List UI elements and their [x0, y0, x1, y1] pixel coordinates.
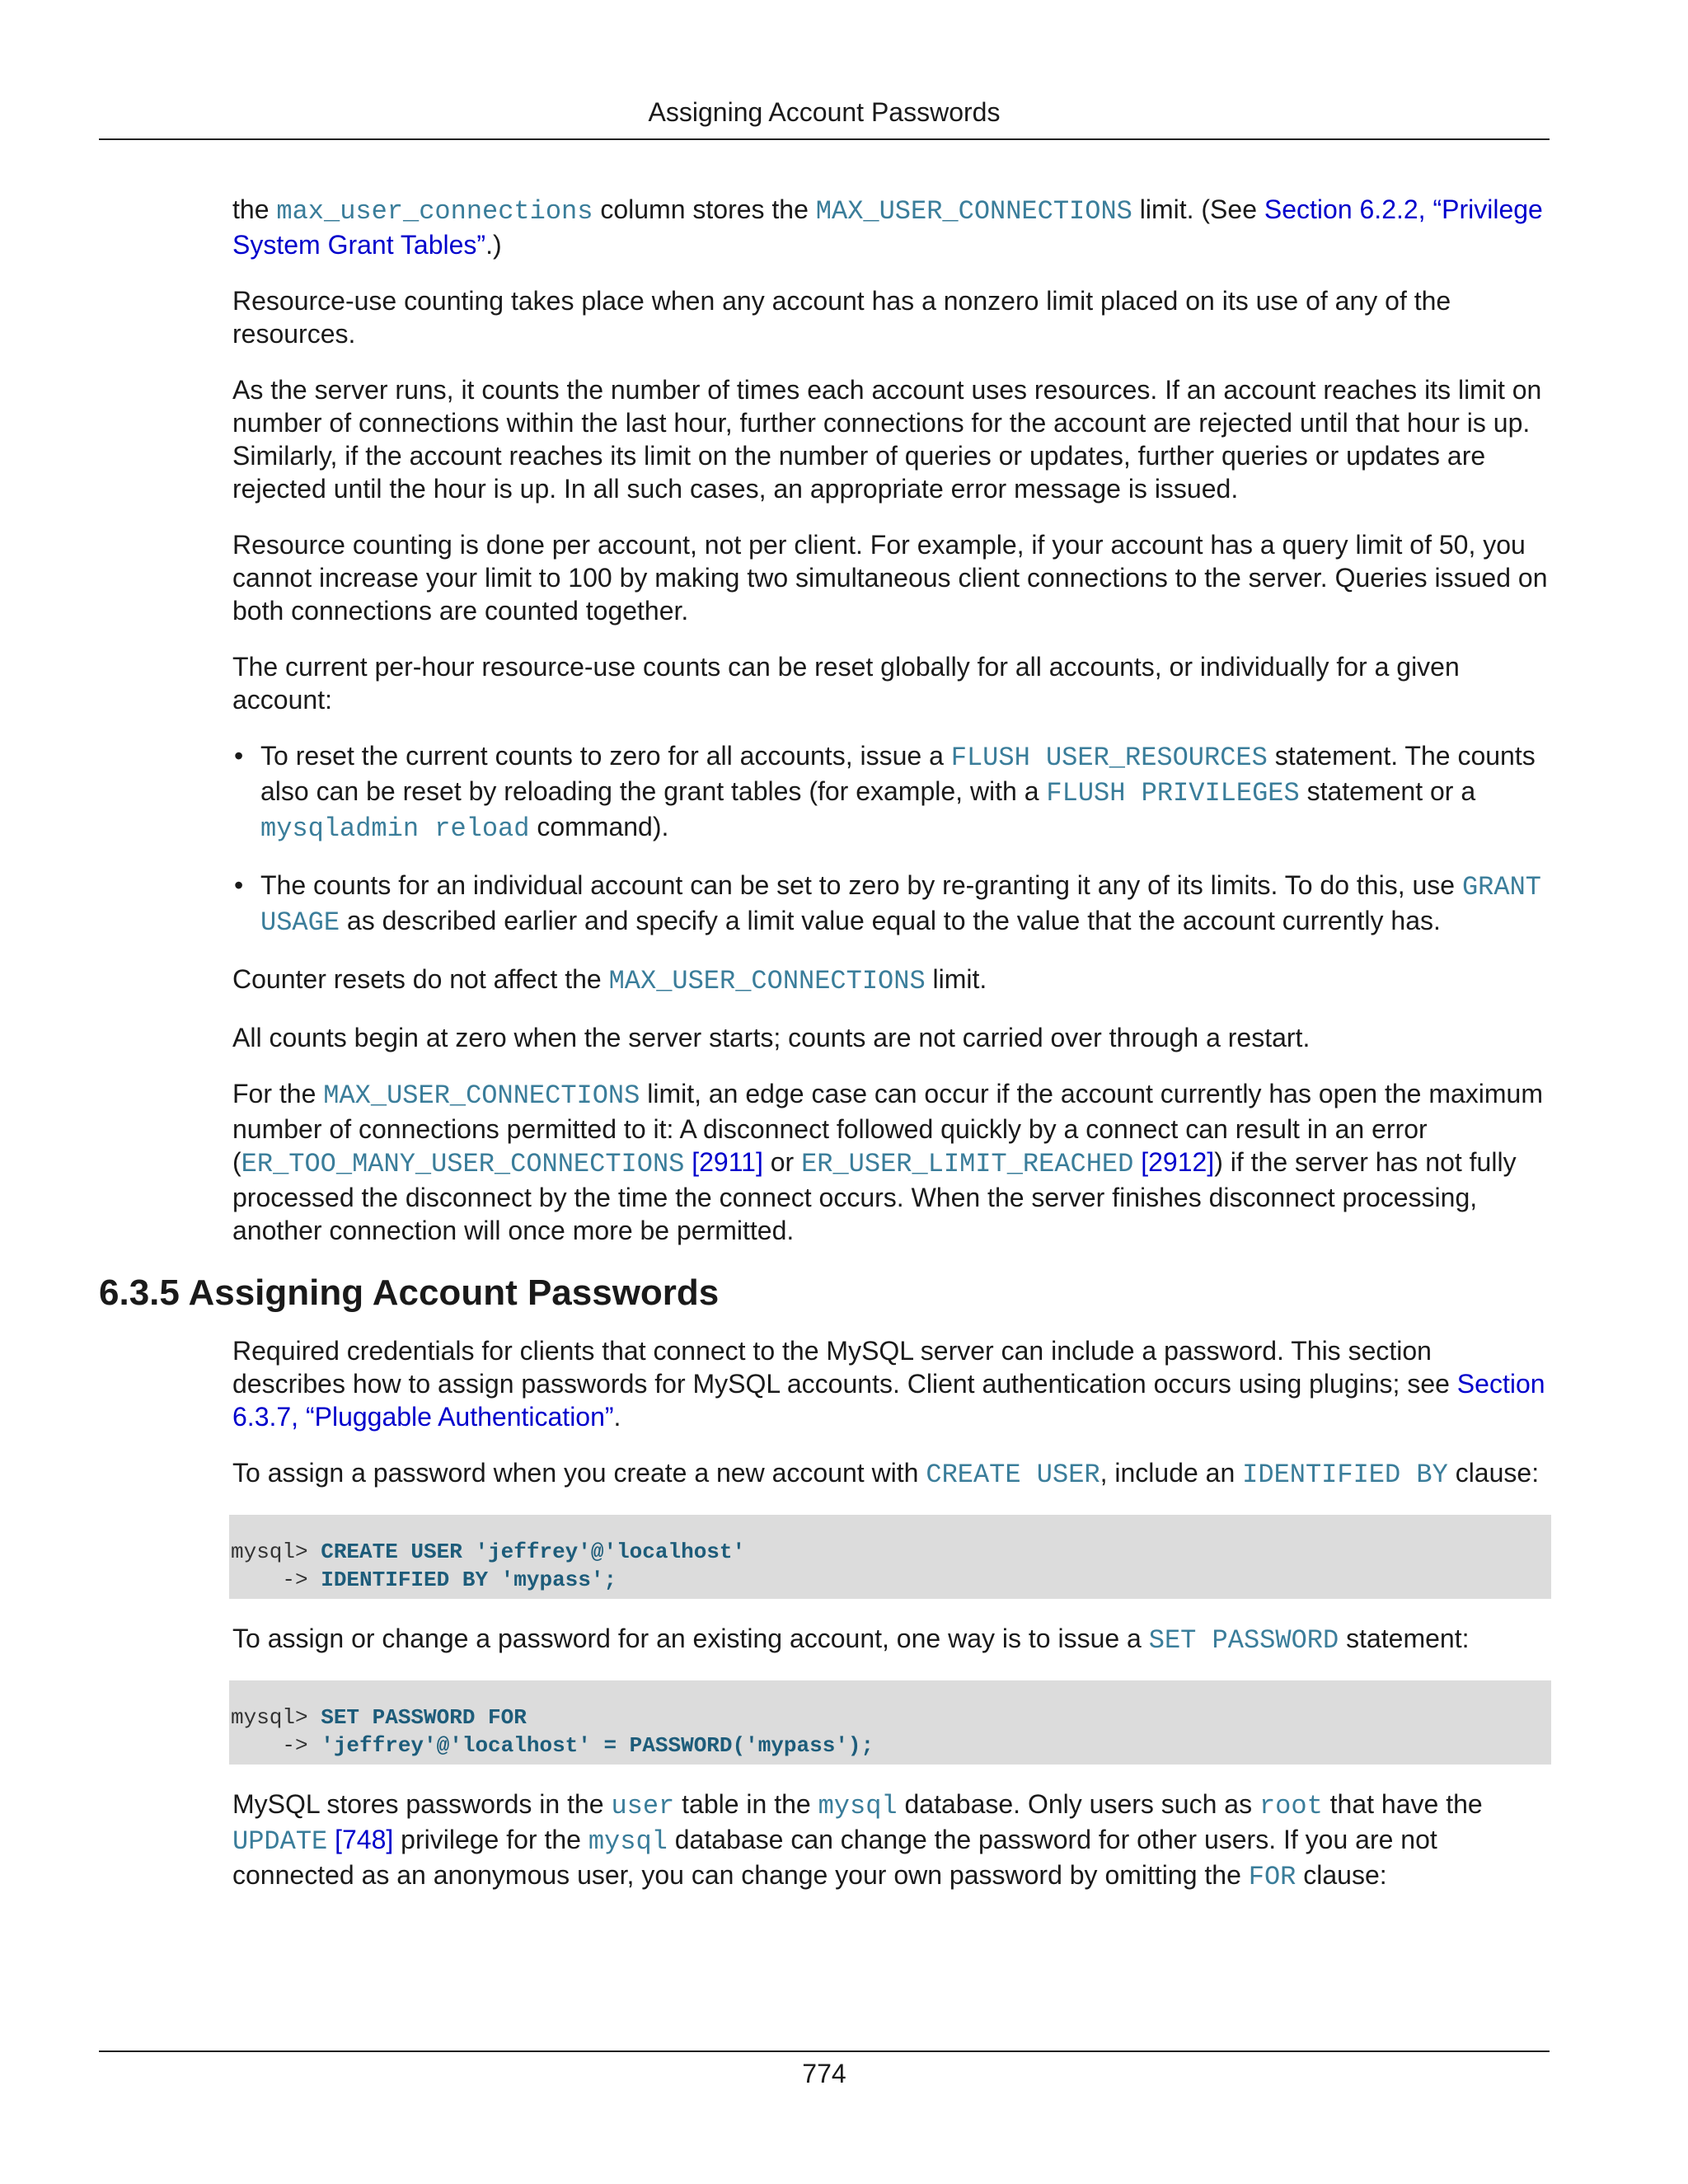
code-mysql-database: mysql: [588, 1826, 668, 1857]
code-er-user-limit-reached: ER_USER_LIMIT_REACHED: [801, 1149, 1134, 1179]
list-item: • The counts for an individual account can be set to zero by re-granting it any of its limits. To do this, use GRANT USAGE as described earlier and specify a limit value equal to the value that the account currently has.: [232, 869, 1550, 940]
paragraph-resource-counting: Resource-use counting takes place when any account has a nonzero limit placed on its use of any of the resources.: [232, 286, 1451, 349]
code-update: UPDATE: [232, 1826, 328, 1857]
paragraph-set-password: To assign or change a password for an existing account, one way is to issue a SET PASSWORD statement:: [232, 1624, 1470, 1656]
page-number: 774: [802, 2059, 846, 2088]
code-flush-user-resources: FLUSH USER_RESOURCES: [950, 743, 1268, 773]
paragraph-per-account: Resource counting is done per account, not per client. For example, if your account has a query limit of 50, you cannot increase your limit to 100 by making two simultaneous client connections to the server. Queries issued on both connections are counted together.: [232, 530, 1548, 626]
code-prompt: ->: [231, 1568, 321, 1592]
reset-options-list: [232, 739, 1550, 940]
paragraph-counts-begin: All counts begin at zero when the server starts; counts are not carried over through a restart.: [232, 1023, 1311, 1052]
section-heading: 6.3.5 Assigning Account Passwords: [99, 1272, 720, 1313]
code-user-table: user: [611, 1791, 675, 1821]
code-root: root: [1259, 1791, 1323, 1821]
code-max-user-connections: MAX_USER_CONNECTIONS: [323, 1080, 640, 1111]
list-item: • To reset the current counts to zero for all accounts, issue a FLUSH USER_RESOURCES statement. The counts also can be reset by reloading the grant tables (for example, with a FLUSH PRIVILEGES statement or a mysqladmin reload command).: [232, 739, 1550, 846]
link-privilege-system-grant-tables[interactable]: Section 6.2.2, “Privilege System Grant Tables”: [232, 194, 1543, 260]
paragraph-create-user: To assign a password when you create a new account with CREATE USER, include an IDENTIFIED BY clause:: [232, 1458, 1540, 1490]
code-mysql-database: mysql: [818, 1791, 898, 1821]
link-error-2911[interactable]: [2911]: [684, 1147, 763, 1177]
code-line: IDENTIFIED BY 'mypass';: [321, 1568, 617, 1592]
paragraph-mysql-stores-passwords: MySQL stores passwords in the user table in the mysql database. Only users such as root that have the UPDATE [748] privilege for the mysql database can change the password for other users. If you are not connected as an anonymous user, you can change your own password by omitting the FOR clause:: [232, 1789, 1483, 1892]
paragraph-counter-resets: Counter resets do not affect the MAX_USER_CONNECTIONS limit.: [232, 964, 987, 996]
code-flush-privileges: FLUSH PRIVILEGES: [1046, 778, 1300, 808]
code-prompt: mysql>: [231, 1705, 321, 1730]
header-title: Assigning Account Passwords: [648, 97, 1001, 127]
link-privilege-748[interactable]: [748]: [327, 1825, 394, 1854]
code-max-user-connections-column: max_user_connections: [276, 196, 593, 227]
code-set-password: SET PASSWORD: [1148, 1625, 1339, 1656]
code-max-user-connections: MAX_USER_CONNECTIONS: [608, 966, 926, 996]
code-er-too-many-user-connections: ER_TOO_MANY_USER_CONNECTIONS: [241, 1149, 685, 1179]
code-prompt: mysql>: [231, 1540, 321, 1564]
link-pluggable-authentication[interactable]: Section 6.3.7, “Pluggable Authentication”: [232, 1369, 1545, 1432]
code-for: FOR: [1248, 1862, 1296, 1892]
code-grant-usage: GRANT USAGE: [260, 872, 1541, 938]
paragraph-server-runs: As the server runs, it counts the number of times each account uses resources. If an account reaches its limit on number of connections within the last hour, further connections for the account are rejected until that hour is up. Similarly, if the account reaches its limit on the number of queries or updates, further queries or updates are rejected until the hour is up. In all such cases, an appropriate error message is issued.: [232, 375, 1542, 504]
code-block-set-password: [229, 1680, 1551, 1765]
code-mysqladmin-reload: mysqladmin reload: [260, 813, 530, 844]
code-identified-by: IDENTIFIED BY: [1242, 1460, 1448, 1490]
paragraph-max-user-connections: the max_user_connections column stores the MAX_USER_CONNECTIONS limit. (See Section 6.2.2, “Privilege System Grant Tables”.): [232, 194, 1543, 260]
page-footer: [99, 2050, 1550, 2089]
code-max-user-connections-limit: MAX_USER_CONNECTIONS: [815, 196, 1132, 227]
code-block-create-user: [229, 1515, 1551, 1599]
page-content: [99, 193, 1550, 1917]
code-create-user: CREATE USER: [926, 1460, 1100, 1490]
paragraph-reset-counts: The current per-hour resource-use counts can be reset globally for all accounts, or individually for a given account:: [232, 652, 1460, 715]
code-line: SET PASSWORD FOR: [321, 1705, 527, 1730]
paragraph-edge-case: For the MAX_USER_CONNECTIONS limit, an edge case can occur if the account currently has open the maximum number of connections permitted to it: A disconnect followed quickly by a connect can result in an error (ER_TOO_MANY_USER_CONNECTIONS [2911] or ER_USER_LIMIT_REACHED [2912]) if the server has not fully processed the disconnect by the time the connect occurs. When the server finishes disconnect processing, another connection will once more be permitted.: [232, 1079, 1543, 1245]
page-header: [99, 92, 1550, 140]
paragraph-required-credentials: Required credentials for clients that connect to the MySQL server can include a password. This section describes how to assign passwords for MySQL accounts. Client authentication occurs using plugins; see Section 6.3.7, “Pluggable Authentication”.: [232, 1336, 1545, 1432]
code-line: 'jeffrey'@'localhost' = PASSWORD('mypass');: [321, 1733, 874, 1758]
code-line: CREATE USER 'jeffrey'@'localhost': [321, 1540, 746, 1564]
link-error-2912[interactable]: [2912]: [1133, 1147, 1215, 1177]
code-prompt: ->: [231, 1733, 321, 1758]
